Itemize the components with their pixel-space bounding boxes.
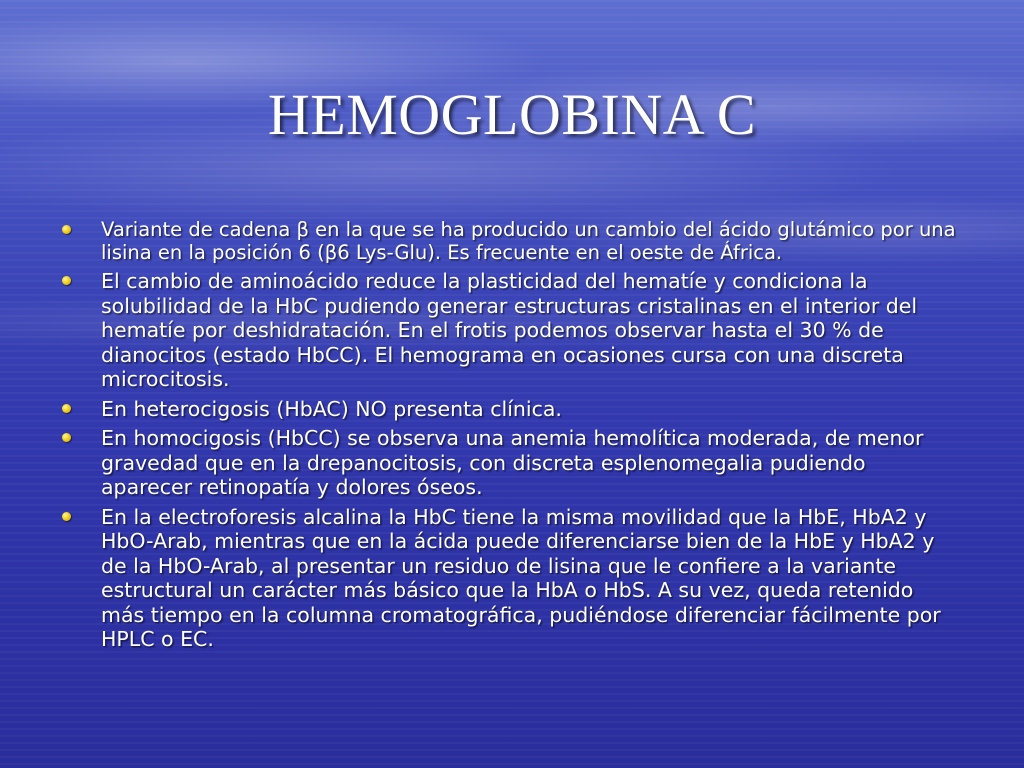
bullet-item (60, 397, 960, 422)
bullet-item (60, 426, 960, 500)
bullet-item (60, 505, 960, 652)
slide-title: HEMOGLOBINA C (267, 82, 757, 147)
bullet-item (60, 269, 960, 392)
bullet-dot-icon (62, 404, 71, 413)
bullet-text: El cambio de aminoácido reduce la plasticidad del hematíe y condiciona la solubilidad de la HbC pudiendo generar estructuras cristalinas en el interior del hematíe por deshidratación. En el frotis podemos observar hasta el 30 % de dianocitos (estado HbCC). El hemograma en ocasiones cursa con una discreta microcitosis. (101, 269, 918, 391)
bullet-text: En la electroforesis alcalina la HbC tiene la misma movilidad que la HbE, HbA2 y HbO-Arab, mientras que en la ácida puede diferenciarse bien de la HbE y HbA2 y de la HbO-Arab, al presentar un residuo de lisina que le confiere a la variante estructural un carácter más básico que la HbA o HbS. A su vez, queda retenido más tiempo en la columna cromatográfica, pudiéndose diferenciar fácilmente por HPLC o EC. (101, 504, 941, 651)
bullet-dot-icon (62, 276, 71, 285)
bullet-list (60, 218, 960, 657)
bullet-dot-icon (62, 225, 71, 234)
bullet-dot-icon (62, 512, 71, 521)
bullet-text: Variante de cadena β en la que se ha producido un cambio del ácido glutámico por una lisina en la posición 6 (β6 Lys-Glu). Es frecuente en el oeste de África. (101, 218, 956, 264)
bullet-text: En homocigosis (HbCC) se observa una anemia hemolítica moderada, de menor gravedad que en la drepanocitosis, con discreta esplenomegalia pudiendo aparecer retinopatía y dolores óseos. (101, 426, 924, 499)
bullet-item (60, 218, 960, 264)
bullet-text: En heterocigosis (HbAC) NO presenta clínica. (101, 396, 562, 421)
bullet-dot-icon (62, 433, 71, 442)
